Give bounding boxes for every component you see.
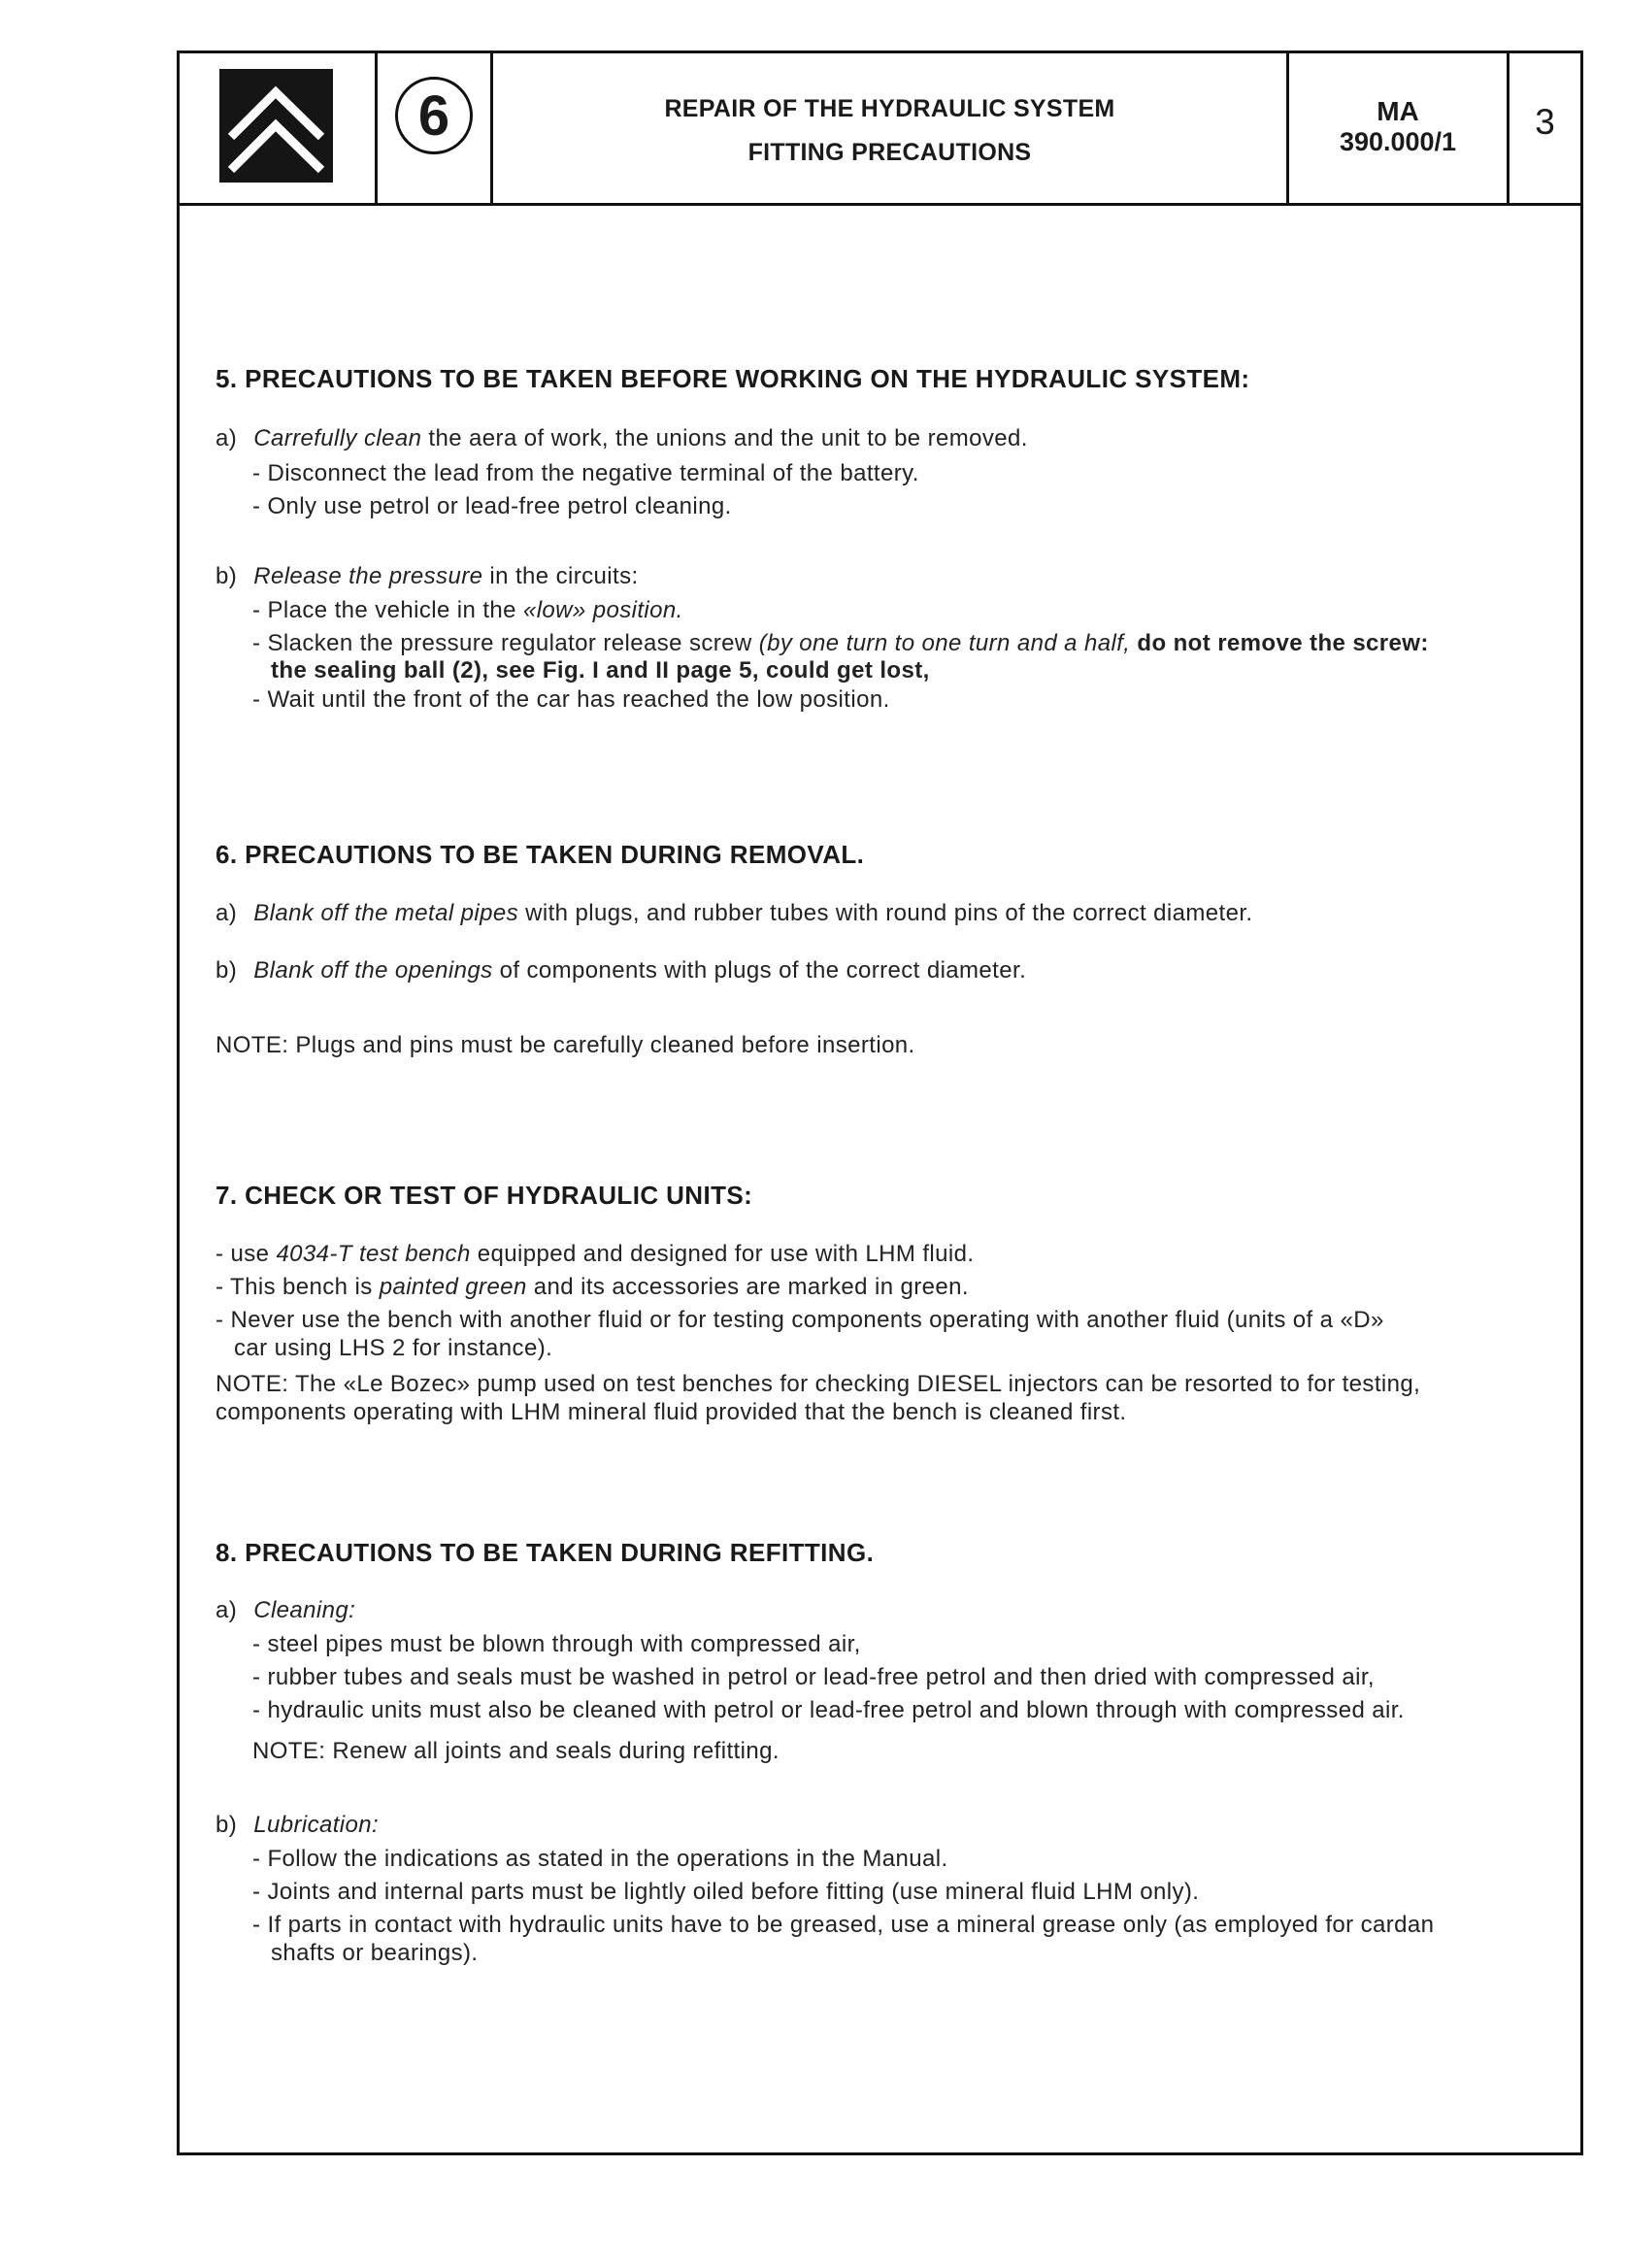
citroen-double-chevron-logo [219, 69, 333, 183]
item-marker: b) [216, 1812, 238, 1838]
list-item [216, 1241, 974, 1268]
list-item: - Follow the indications as stated in the operations in the Manual. [252, 1846, 948, 1872]
list-item: - Only use petrol or lead-free petrol cleaning. [252, 493, 732, 519]
manual-code: MA [1377, 96, 1419, 126]
section-8-heading: 8. PRECAUTIONS TO BE TAKEN DURING REFITTING. [216, 1538, 875, 1567]
item-marker: a) [216, 1597, 238, 1623]
item-text: - Slacken the pressure regulator release screw [252, 630, 759, 656]
item-text: - use [216, 1241, 277, 1267]
item-marker: a) [216, 425, 238, 451]
item-text: of components with plugs of the correct diameter. [492, 957, 1027, 984]
chapter-number: 6 [395, 77, 473, 154]
item-emphasis: «low» position. [522, 597, 683, 623]
warning-text: the sealing ball (2), see Fig. I and II page 5, could get lost, [271, 657, 930, 684]
section-8-item-a [216, 1597, 355, 1624]
item-emphasis: Carrefully clean [253, 425, 422, 451]
list-item: - hydraulic units must also be cleaned with petrol or lead-free petrol and blown through with compressed air. [252, 1697, 1405, 1723]
document-title: REPAIR OF THE HYDRAULIC SYSTEM [664, 95, 1115, 122]
section-6-note: NOTE: Plugs and pins must be carefully cleaned before insertion. [216, 1032, 915, 1058]
list-item-continuation: car using LHS 2 for instance). [234, 1335, 553, 1361]
section-7-heading: 7. CHECK OR TEST OF HYDRAULIC UNITS: [216, 1181, 753, 1210]
item-emphasis: Blank off the openings [253, 957, 493, 984]
section-8-note: NOTE: Renew all joints and seals during refitting. [252, 1738, 780, 1764]
page-frame [177, 50, 1583, 2155]
item-marker: b) [216, 957, 238, 984]
item-emphasis: Cleaning: [253, 1597, 356, 1623]
section-7-note: NOTE: The «Le Bozec» pump used on test benches for checking DIESEL injectors can be resorted to for testing, [216, 1371, 1421, 1397]
item-text: - Place the vehicle in the [252, 597, 523, 623]
list-item [252, 630, 1429, 657]
section-5-item-a [216, 425, 1028, 452]
section-7-note-continuation: components operating with LHM mineral fluid provided that the bench is cleaned first. [216, 1399, 1127, 1425]
item-emphasis: painted green [379, 1274, 527, 1300]
item-text: and its accessories are marked in green. [526, 1274, 969, 1300]
list-item: - Joints and internal parts must be lightly oiled before fitting (use mineral fluid LHM only). [252, 1879, 1200, 1905]
section-6-heading: 6. PRECAUTIONS TO BE TAKEN DURING REMOVAL. [216, 840, 865, 869]
document-subtitle: FITTING PRECAUTIONS [747, 139, 1032, 166]
section-5-heading: 5. PRECAUTIONS TO BE TAKEN BEFORE WORKING ON THE HYDRAULIC SYSTEM: [216, 364, 1250, 393]
item-emphasis: Blank off the metal pipes [253, 900, 519, 926]
operation-number: 390.000/1 [1339, 127, 1457, 156]
item-emphasis: Release the pressure [253, 563, 483, 589]
list-item: - Wait until the front of the car has reached the low position. [252, 686, 890, 713]
section-6-item-b [216, 957, 1026, 984]
page-content [180, 206, 1580, 2155]
item-emphasis: 4034-T test bench [276, 1241, 471, 1267]
item-marker: b) [216, 563, 238, 589]
page-header [180, 53, 1580, 206]
page-number: 3 [1535, 102, 1555, 142]
list-item: - Never use the bench with another fluid or for testing components operating with another fluid (units of a «D» [216, 1307, 1384, 1333]
page-cell [1510, 53, 1580, 203]
list-item-continuation: shafts or bearings). [271, 1940, 479, 1966]
section-6-item-a [216, 900, 1252, 927]
list-item: - rubber tubes and seals must be washed in petrol or lead-free petrol and then dried with compressed air, [252, 1664, 1375, 1690]
list-item: - If parts in contact with hydraulic units have to be greased, use a mineral grease only (as employed for cardan [252, 1912, 1435, 1938]
section-8-item-b [216, 1812, 379, 1839]
list-item [252, 597, 683, 624]
section-5-item-b [216, 563, 639, 590]
list-item [216, 1274, 969, 1301]
item-text: equipped and designed for use with LHM fluid. [470, 1241, 975, 1267]
item-marker: a) [216, 900, 238, 926]
warning-text: do not remove the screw: [1130, 630, 1429, 656]
list-item: - Disconnect the lead from the negative terminal of the battery. [252, 460, 919, 486]
item-text: the aera of work, the unions and the unit to be removed. [421, 425, 1028, 451]
logo-cell [180, 53, 378, 203]
item-text: with plugs, and rubber tubes with round pins of the correct diameter. [518, 900, 1253, 926]
double-chevron-icon [219, 69, 333, 183]
list-item: - steel pipes must be blown through with compressed air, [252, 1631, 861, 1657]
item-emphasis: (by one turn to one turn and a half, [758, 630, 1131, 656]
item-text: in the circuits: [482, 563, 639, 589]
reference-cell [1289, 53, 1510, 203]
title-cell [493, 53, 1289, 203]
chapter-cell [378, 53, 493, 203]
item-emphasis: Lubrication: [253, 1812, 380, 1838]
item-text: - This bench is [216, 1274, 380, 1300]
